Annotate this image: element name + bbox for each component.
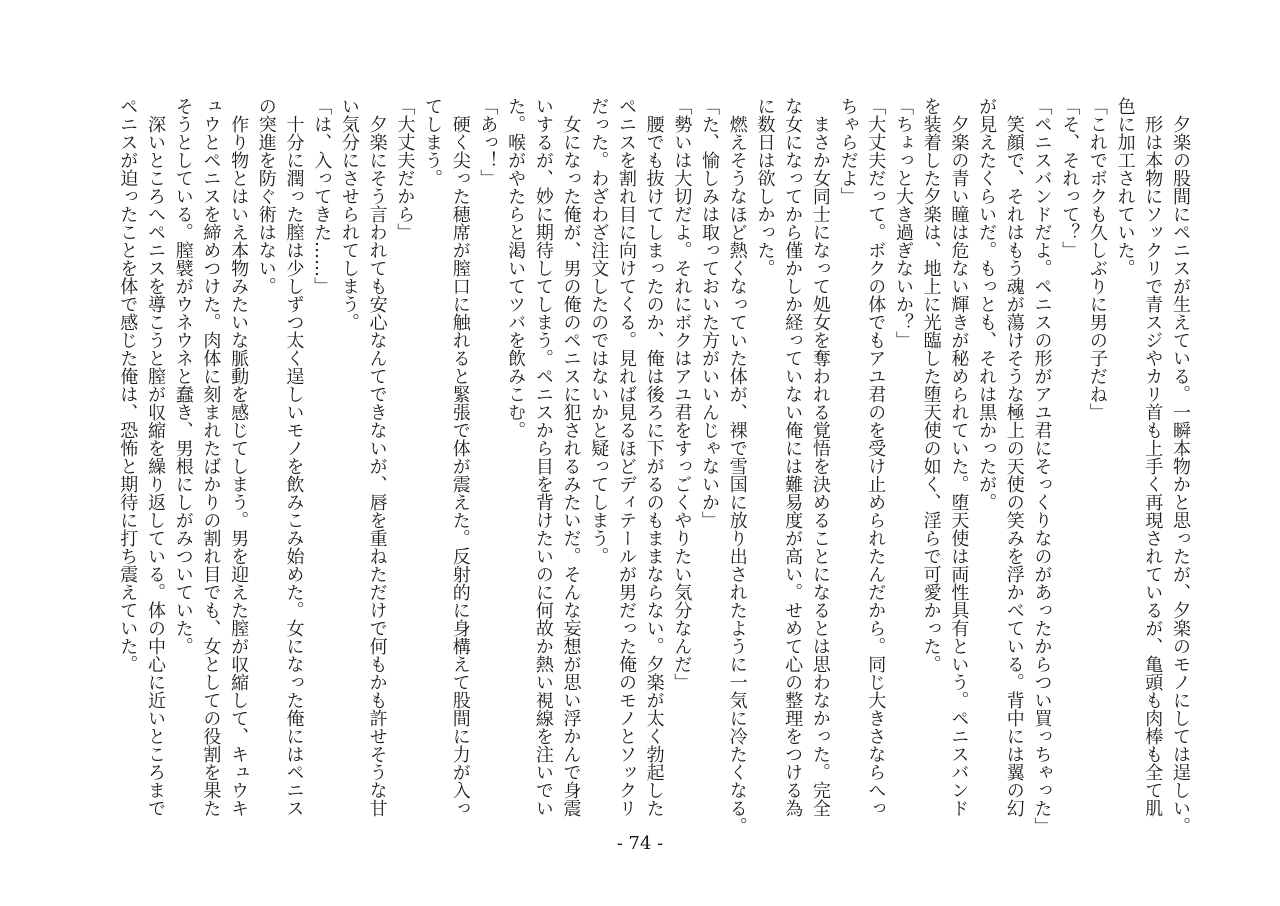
text-line: 硬く尖った穂席が膣口に触れると緊張で体が震えた。反射的に身構えて股間に力が入っ bbox=[449, 97, 471, 817]
text-line: に数日は欲しかった。 bbox=[754, 97, 776, 277]
text-line: 笑顔で、それはもう魂が蕩けそうな極上の天使の笑みを浮かべている。背中には翼の幻 bbox=[1003, 97, 1025, 817]
text-line: ちゃらだよ」 bbox=[837, 97, 859, 205]
text-line: の突進を防ぐ術はない。 bbox=[255, 97, 277, 295]
text-line: な女になってから僅かしか経っていない俺には難易度が高い。せめて心の整理をつける為 bbox=[782, 97, 804, 817]
text-line: 燃えそうなほど熱くなっていた体が、裸で雪国に放り出されたように一気に冷たくなる。 bbox=[726, 97, 748, 835]
text-line: 「大丈夫だって。ボクの体でもアユ君のを受け止められたんだから。同じ大きさならへっ bbox=[865, 97, 887, 817]
text-line: 「これでボクも久しぶりに男の子だね」 bbox=[1086, 97, 1108, 421]
text-line: 「大丈夫だから」 bbox=[394, 97, 416, 241]
text-line: いするが、妙に期待してしまう。ペニスから目を背けたいのに何故か熱い視線を注いでい bbox=[532, 97, 554, 817]
text-line: 「ちょっと大き過ぎないか？」 bbox=[892, 97, 914, 349]
page-number: - 74 - bbox=[616, 833, 664, 854]
text-line: まさか女同士になって処女を奪われる覚悟を決めることになるとは思わなかった。完全 bbox=[809, 97, 831, 817]
text-line: い気分にさせられてしまう。 bbox=[338, 97, 360, 331]
text-line: 「あっ！」 bbox=[477, 97, 499, 187]
text-line: を装着した夕楽は、地上に光臨した堕天使の如く、淫らで可愛かった。 bbox=[920, 97, 942, 673]
text-line: 夕楽にそう言われても安心なんてできないが、唇を重ねただけで何もかも許せそうな甘 bbox=[366, 97, 388, 817]
text-line: 「は、入ってきた……」 bbox=[311, 97, 333, 295]
text-line: た。喉がやたらと渇いてツバを飲みこむ。 bbox=[505, 97, 527, 439]
text-line: そうとしている。膣襞がウネウネと蠢き、男根にしがみついていた。 bbox=[172, 97, 194, 655]
text-line: 「た、愉しみは取っておいた方がいいんじゃないか」 bbox=[699, 97, 721, 529]
text-line: 「そ、それって？」 bbox=[1059, 97, 1081, 259]
text-line: 十分に潤った膣は少しずつ太く逞しいモノを飲みこみ始めた。女になった俺にはペニス bbox=[283, 97, 305, 817]
text-line: ペニスを割れ目に向けてくる。見れば見るほどディテールが男だった俺のモノとソックリ bbox=[615, 97, 637, 817]
text-line: 夕楽の股間にペニスが生えている。一瞬本物かと思ったが、夕楽のモノにしては逞しい。 bbox=[1170, 97, 1191, 835]
text-line: 色に加工されていた。 bbox=[1114, 97, 1136, 277]
body-text bbox=[114, 97, 1194, 835]
text-line: 女になった俺が、男の俺のペニスに犯されるみたいだ。そんな妄想が思い浮かんで身震 bbox=[560, 97, 582, 817]
text-line: てしまう。 bbox=[422, 97, 444, 187]
text-line: だった。わざわざ注文したのではないかと疑ってしまう。 bbox=[588, 97, 610, 565]
text-line: 「勢いは大切だよ。それにボクはアユ君をすっごくやりたい気分なんだ」 bbox=[671, 97, 693, 691]
text-line: ペニスが迫ったことを体で感じた俺は、恐怖と期待に打ち震えていた。 bbox=[117, 97, 139, 673]
text-line: 「ペニスバンドだよ。ペニスの形がアユ君にそっくりなのがあったからつい買っちゃった」 bbox=[1031, 97, 1053, 835]
text-line: が見えたくらいだ。もっとも、それは黒かったが。 bbox=[976, 97, 998, 511]
text-line: 腰でも抜けてしまったのか、俺は後ろに下がるのもままならない。夕楽が太く勃起した bbox=[643, 97, 665, 817]
text-line: 作り物とはいえ本物みたいな脈動を感じてしまう。男を迎えた膣が収縮して、キュウキ bbox=[228, 97, 250, 817]
text-line: ュウとペニスを締めつけた。肉体に刻まれたばかりの割れ目でも、女としての役割を果た bbox=[200, 97, 222, 817]
text-line: 深いところへペニスを導こうと膣が収縮を繰り返している。体の中心に近いところまで bbox=[144, 97, 166, 817]
text-line: 夕楽の青い瞳は危ない輝きが秘められていた。堕天使は両性具有という。ペニスバンド bbox=[948, 97, 970, 817]
text-line: 形は本物にソックリで青スジやカリ首も上手く再現されているが、亀頭も肉棒も全て肌 bbox=[1142, 97, 1164, 817]
